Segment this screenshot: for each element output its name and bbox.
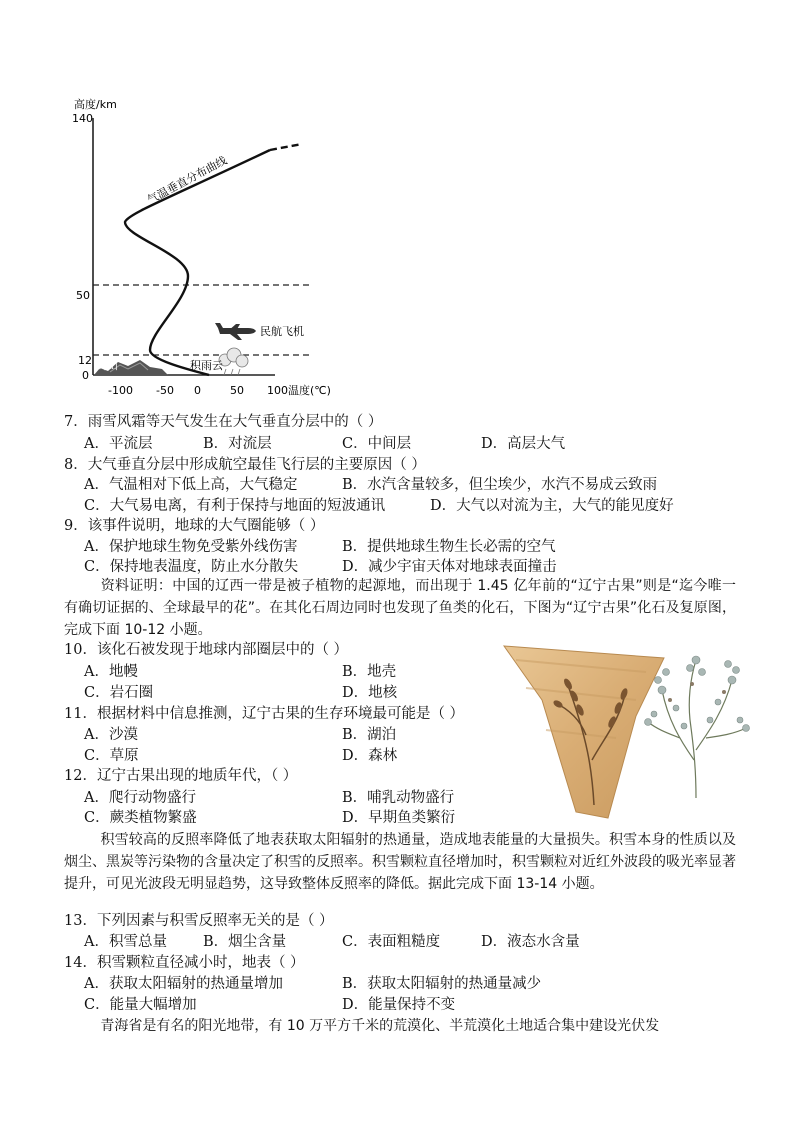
passage-3-text: 青海省是有名的阳光地带，有 10 万平方千米的荒漠化、半荒漠化土地适合集中建设光伏发 — [100, 1018, 660, 1034]
airplane-label: 民航飞机 — [260, 325, 304, 338]
airplane-icon — [215, 323, 256, 340]
x-tick-50: 50 — [230, 384, 244, 397]
temperature-profile-figure — [70, 92, 360, 402]
y-tick-12: 12 — [78, 354, 92, 367]
passage-liaoning-fossil — [64, 575, 736, 641]
q9-option-a: A．保护地球生物免受紫外线伤害 — [84, 539, 298, 555]
cumulonimbus-cloud-icon — [219, 348, 248, 375]
question-13-stem: 13．下列因素与积雪反照率无关的是（ ） — [64, 913, 334, 929]
q10-option-c: C．岩石圈 — [84, 685, 154, 701]
q7-option-c: C．中间层 — [342, 436, 412, 452]
x-tick-neg100: -100 — [108, 384, 133, 397]
x-tick-100: 100 — [267, 384, 288, 397]
q13-option-b: B．烟尘含量 — [203, 934, 287, 950]
q11-option-c: C．草原 — [84, 748, 139, 764]
question-7-stem: 7．雨雪风霜等天气发生在大气垂直分层中的（ ） — [64, 414, 383, 430]
q12-option-a: A．爬行动物盛行 — [84, 790, 196, 806]
passage-1-text: 资料证明：中国的辽西一带是被子植物的起源地，而出现于 1.45 亿年前的“辽宁古果”则是“迄今唯一有确切证据的、全球最早的花”。在其化石周边同时也发现了鱼类的化石，下图为“辽宁古果”化石及复原图，完成下面 10-12 小题。 — [64, 578, 736, 638]
q12-option-d: D．早期鱼类繁衍 — [342, 810, 456, 826]
q9-option-d: D．减少宇宙天体对地球表面撞击 — [342, 559, 557, 575]
q13-option-a: A．积雪总量 — [84, 934, 167, 950]
q8-option-a: A．气温相对下低上高，大气稳定 — [84, 477, 298, 493]
q10-option-d: D．地核 — [342, 685, 398, 701]
x-tick-neg50: -50 — [156, 384, 174, 397]
q10-option-a: A．地幔 — [84, 664, 138, 680]
y-tick-140: 140 — [72, 112, 93, 125]
y-axis-label: 高度/km — [74, 98, 117, 111]
curve-label: 气温垂直分布曲线 — [145, 153, 230, 207]
q13-option-c: C．表面粗糙度 — [342, 934, 441, 950]
q10-option-b: B．地壳 — [342, 664, 397, 680]
q7-option-b: B．对流层 — [203, 436, 272, 452]
temperature-curve — [125, 150, 270, 375]
q8-option-d: D．大气以对流为主，大气的能见度好 — [430, 498, 674, 514]
question-11-stem: 11．根据材料中信息推测，辽宁古果的生存环境最可能是（ ） — [64, 706, 465, 722]
passage-snow-albedo — [64, 829, 736, 895]
y-tick-50: 50 — [76, 289, 90, 302]
q9-option-b: B．提供地球生物生长必需的空气 — [342, 539, 556, 555]
q11-option-b: B．湖泊 — [342, 727, 397, 743]
q8-option-b: B．水汽含量较多，但尘埃少，水汽不易成云致雨 — [342, 477, 658, 493]
cloud-label: 积雨云 — [190, 359, 223, 372]
x-axis-unit: 温度(℃) — [288, 384, 331, 397]
question-9-stem: 9．该事件说明，地球的大气圈能够（ ） — [64, 518, 325, 534]
q14-option-c: C．能量大幅增加 — [84, 997, 197, 1013]
q12-option-c: C．蕨类植物繁盛 — [84, 810, 197, 826]
question-8-stem: 8．大气垂直分层中形成航空最佳飞行层的主要原因（ ） — [64, 457, 426, 473]
q7-option-d: D．高层大气 — [481, 436, 566, 452]
q9-option-c: C．保持地表温度，防止水分散失 — [84, 559, 299, 575]
q8-option-c: C．大气易电离，有利于保持与地面的短波通讯 — [84, 498, 386, 514]
q13-option-d: D．液态水含量 — [481, 934, 580, 950]
q14-option-a: A．获取太阳辐射的热通量增加 — [84, 976, 283, 992]
mountain-label: 高山 — [96, 359, 118, 372]
passage-qinghai-solar — [64, 1015, 736, 1037]
q11-option-a: A．沙漠 — [84, 727, 138, 743]
q7-option-a: A．平流层 — [84, 436, 153, 452]
question-14-stem: 14．积雪颗粒直径减小时，地表（ ） — [64, 955, 305, 971]
q11-option-d: D．森林 — [342, 748, 398, 764]
q14-option-d: D．能量保持不变 — [342, 997, 456, 1013]
question-12-stem: 12．辽宁古果出现的地质年代，（ ） — [64, 768, 298, 784]
passage-2-text: 积雪较高的反照率降低了地表获取太阳辐射的热通量，造成地表能量的大量损失。积雪本身的性质以及烟尘、黑炭等污染物的含量决定了积雪的反照率。积雪颗粒直径增加时，积雪颗粒对近红外波段的吸光率显著提升，可见光波段无明显趋势，这导致整体反照率的降低。据此完成下面 13-14 小题。 — [64, 832, 736, 892]
temperature-curve-extension — [270, 144, 302, 150]
question-10-stem: 10．该化石被发现于地球内部圈层中的（ ） — [64, 642, 349, 658]
q12-option-b: B．哺乳动物盛行 — [342, 790, 455, 806]
y-tick-0: 0 — [82, 369, 89, 382]
q14-option-b: B．获取太阳辐射的热通量减少 — [342, 976, 542, 992]
x-tick-0: 0 — [194, 384, 201, 397]
plant-reconstruction-image — [640, 650, 752, 800]
